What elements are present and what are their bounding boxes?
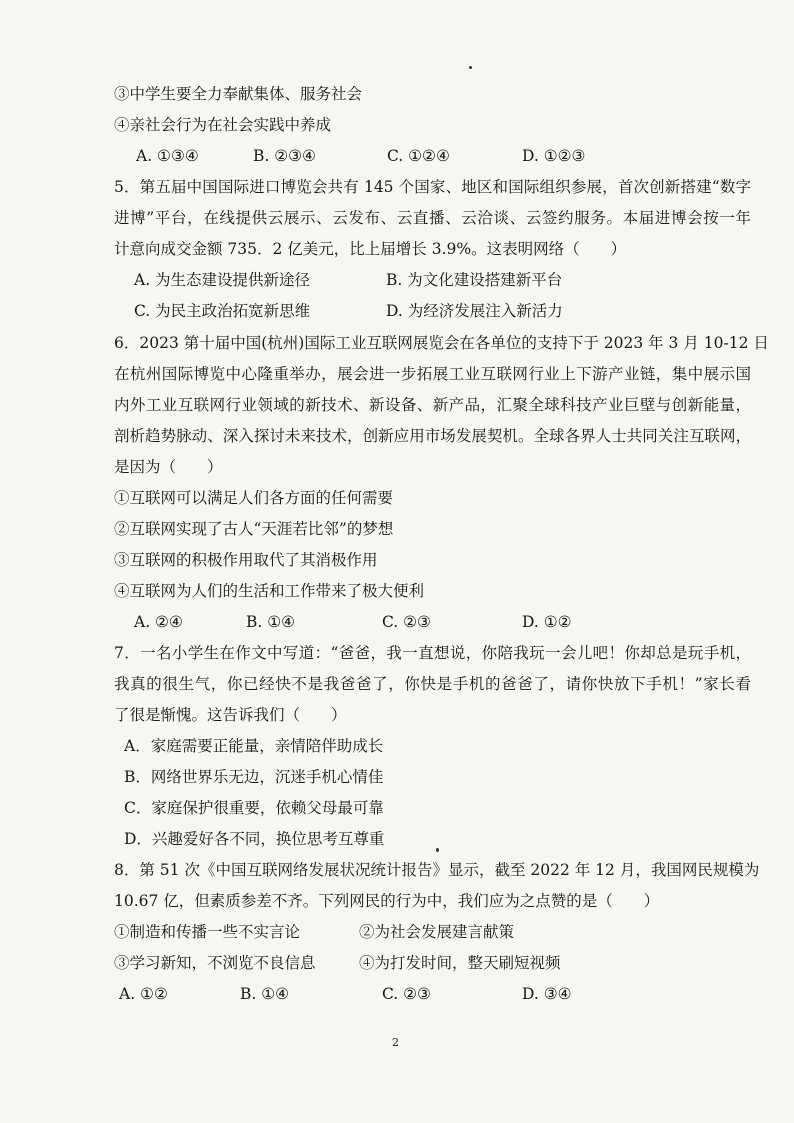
scan-speck <box>436 848 439 852</box>
q7-stem-line-3: 了很是惭愧。这告诉我们（ ） <box>114 706 347 724</box>
q5-stem-line-1: 5．第五届中国国际进口博览会共有 145 个国家、地区和国际组织参展，首次创新搭建“数字 <box>114 178 751 196</box>
q4-option-d: D. ①②③ <box>522 147 586 165</box>
q6-stem-line-4: 剖析趋势脉动、深入探讨未来技术，创新应用市场发展契机。全球各界人士共同关注互联网， <box>114 427 751 445</box>
q8-item-2: ②为社会发展建言献策 <box>359 923 515 941</box>
q4-item-4: ④亲社会行为在社会实践中养成 <box>114 116 332 134</box>
q6-option-d: D. ①② <box>522 613 572 631</box>
q4-item-3: ③中学生要全力奉献集体、服务社会 <box>114 85 363 103</box>
q6-stem-line-3: 内外工业互联网行业领域的新技术、新设备、新产品，汇聚全球科技产业巨壁与创新能量， <box>114 396 751 414</box>
scan-speck <box>469 66 472 69</box>
q6-stem-line-2: 在杭州国际博览中心隆重举办，展会进一步拓展工业互联网行业上下游产业链，集中展示国 <box>114 365 751 383</box>
q6-item-1: ①互联网可以满足人们各方面的任何需要 <box>114 489 394 507</box>
q5-stem-line-2: 进博”平台，在线提供云展示、云发布、云直播、云洽谈、云签约服务。本届进博会按一年 <box>114 209 751 227</box>
q8-item-3: ③学习新知，不浏览不良信息 <box>114 954 316 972</box>
q8-option-b: B. ①④ <box>240 985 290 1003</box>
q8-stem-line-2: 10.67 亿，但素质参差不齐。下列网民的行为中，我们应为之点赞的是（ ） <box>114 892 660 910</box>
q5-option-b: B. 为文化建设搭建新平台 <box>386 271 563 289</box>
q6-item-2: ②互联网实现了古人“天涯若比邻”的梦想 <box>114 520 394 538</box>
q4-option-b: B. ②③④ <box>253 147 316 165</box>
q7-option-d: D．兴趣爱好各不同，换位思考互尊重 <box>124 830 385 848</box>
q8-option-a: A. ①② <box>119 985 168 1003</box>
q6-item-3: ③互联网的积极作用取代了其消极作用 <box>114 551 378 569</box>
q6-option-a: A. ②④ <box>134 613 183 631</box>
q5-option-c: C. 为民主政治拓宽新思维 <box>134 302 311 320</box>
q6-stem-line-5: 是因为（ ） <box>114 458 223 476</box>
q7-option-c: C．家庭保护很重要，依赖父母最可靠 <box>124 799 384 817</box>
q7-option-a: A．家庭需要正能量，亲情陪伴助成长 <box>124 737 384 755</box>
q4-option-a: A. ①③④ <box>136 147 199 165</box>
q4-option-c: C. ①②④ <box>387 147 450 165</box>
q7-stem-line-1: 7．一名小学生在作文中写道：“爸爸，我一直想说，你陪我玩一会儿吧！你却总是玩手机， <box>114 644 751 662</box>
q8-stem-line-1: 8．第 51 次《中国互联网络发展状况统计报告》显示，截至 2022 年 12 月，我国网民规模为 <box>114 861 760 879</box>
q8-option-d: D. ③④ <box>522 985 572 1003</box>
q5-option-a: A. 为生态建设提供新途径 <box>134 271 311 289</box>
q5-stem-line-3: 计意向成交金额 735．2 亿美元，比上届增长 3.9%。这表明网络（ ） <box>114 240 627 258</box>
q6-stem-line-1: 6．2023 第十届中国(杭州)国际工业互联网展览会在各单位的支持下于 2023 年 3 月 10-12 日 <box>114 334 769 352</box>
q6-option-c: C. ②③ <box>382 613 431 631</box>
q8-option-c: C. ②③ <box>382 985 431 1003</box>
q8-item-4: ④为打发时间，整天刷短视频 <box>359 954 561 972</box>
q5-option-d: D. 为经济发展注入新活力 <box>386 302 563 320</box>
q7-option-b: B．网络世界乐无边，沉迷手机心情佳 <box>124 768 384 786</box>
q8-item-1: ①制造和传播一些不实言论 <box>114 923 301 941</box>
page-number: 2 <box>392 1036 399 1049</box>
q7-stem-line-2: 我真的很生气，你已经快不是我爸爸了，你快是手机的爸爸了，请你快放下手机！”家长看 <box>114 675 751 693</box>
q6-option-b: B. ①④ <box>246 613 296 631</box>
q6-item-4: ④互联网为人们的生活和工作带来了极大便利 <box>114 582 425 600</box>
